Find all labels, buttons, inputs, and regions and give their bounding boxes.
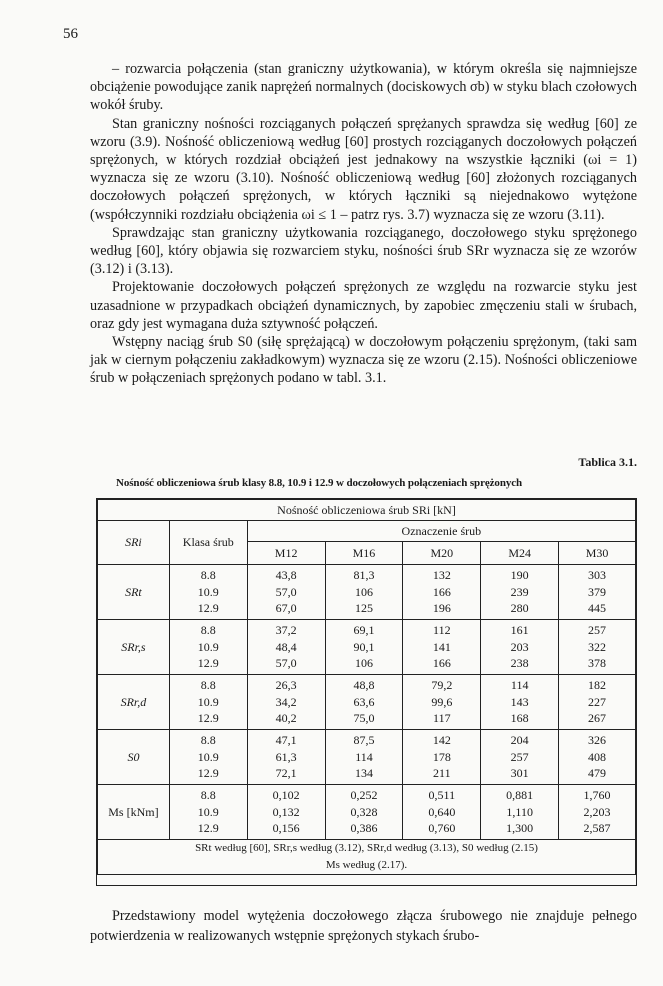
table-header-title: Nośność obliczeniowa śrub SRi [kN] [98, 500, 636, 521]
paragraph: Stan graniczny nośności rozciąganych połączeń sprężanych sprawdza się według [60] ze wzoru (3.9). Nośność obliczeniową według [60] prostych rozciąganych doczołowych połączeń sprężonych, w których rozdział obciążeń jest jednakowy na wszystkie łączniki (ωi = 1) wyznacza się ze wzoru (3.10). Nośność obliczeniową według [60] złożonych rozciąganych doczołowych połączeń sprężonych, w których łączniki są niejednakowo wytężone (współczynniki rozdziału obciążenia ωi ≤ 1 – patrz rys. 3.7) wyznacza się ze wzoru (3.11). [90, 115, 637, 223]
table-caption: Nośność obliczeniowa śrub klasy 8.8, 10.9 i 12.9 w doczołowych połączeniach sprężonych [116, 477, 523, 489]
paragraph: Przedstawiony model wytężenia doczołowego złącza śrubowego nie znajduje pełnego potwierdzenia w realizowanych wstępnie sprężonych stykach śrubo- [90, 908, 637, 944]
bolt-size-header: M24 [481, 542, 559, 565]
value-cell: 47,1 61,3 72,1 [247, 730, 325, 785]
value-cell: 303 379 445 [559, 565, 636, 620]
footnote-line: Ms według (2.17). [325, 859, 408, 871]
class-cell: 8.8 10.9 12.9 [169, 730, 247, 785]
value-cell: 37,2 48,4 57,0 [247, 620, 325, 675]
value-cell: 1,760 2,203 2,587 [559, 785, 636, 840]
paragraph: – rozwarcia połączenia (stan graniczny użytkowania), w którym określa się najmniejsze obciążenie powodujące zanik naprężeń normalnych (dociskowych σb) w styku blach czołowych wokół śruby. [90, 61, 637, 114]
value-cell: 132 166 196 [403, 565, 481, 620]
bolt-size-header: M30 [559, 542, 636, 565]
table-row [98, 620, 636, 675]
header-class: Klasa śrub [169, 521, 247, 565]
table-row [98, 565, 636, 620]
footnote-line: SRt według [60], SRr,s według (3.12), SRr,d według (3.13), S0 według (2.15) [195, 842, 538, 854]
group-label: SRr,s [98, 620, 170, 675]
value-cell: 87,5 114 134 [325, 730, 403, 785]
class-cell: 8.8 10.9 12.9 [169, 620, 247, 675]
body-text [90, 60, 637, 388]
value-cell: 114 143 168 [481, 675, 559, 730]
value-cell: 257 322 378 [559, 620, 636, 675]
paragraph: Sprawdzając stan graniczny użytkowania rozciąganego, doczołowego styku sprężonego według [60], który objawia się rozwarciem styku, nośności śrub SRr wyznacza się ze wzorów (3.12) i (3.13). [90, 224, 637, 278]
page-number: 56 [63, 26, 78, 42]
value-cell: 81,3 106 125 [325, 565, 403, 620]
value-cell: 204 257 301 [481, 730, 559, 785]
table-row [98, 730, 636, 785]
bolt-size-header: M16 [325, 542, 403, 565]
class-cell: 8.8 10.9 12.9 [169, 675, 247, 730]
value-cell: 0,881 1,110 1,300 [481, 785, 559, 840]
value-cell: 326 408 479 [559, 730, 636, 785]
value-cell: 48,8 63,6 75,0 [325, 675, 403, 730]
value-cell: 26,3 34,2 40,2 [247, 675, 325, 730]
group-label: Ms [kNm] [98, 785, 170, 840]
header-row-label: SRi [98, 521, 170, 565]
header-designation: Oznaczenie śrub [247, 521, 635, 542]
table-row [98, 675, 636, 730]
value-cell: 79,2 99,6 117 [403, 675, 481, 730]
group-label: SRt [98, 565, 170, 620]
bolt-size-header: M12 [247, 542, 325, 565]
table-row [98, 785, 636, 840]
value-cell: 112 141 166 [403, 620, 481, 675]
table-footnote [98, 840, 636, 875]
paragraph: Wstępny naciąg śrub S0 (siłę sprężającą) w doczołowym połączeniu sprężonym, (taki sam jak w ciernym połączeniu zakładkowym) wyznacza się ze wzoru (2.15). Nośności obliczeniowe śrub w połączeniach sprężonych podano w tabl. 3.1. [90, 334, 637, 387]
value-cell: 69,1 90,1 106 [325, 620, 403, 675]
class-cell: 8.8 10.9 12.9 [169, 565, 247, 620]
bolt-capacity-table [96, 498, 637, 886]
paragraph: Projektowanie doczołowych połączeń sprężonych ze względu na rozwarcie styku jest uzasadnione w przypadkach obciążeń dynamicznych, by zapobiec zmęczeniu stali w śrubach, oraz gdy jest wymagana duża sztywność połączeń. [90, 279, 637, 332]
value-cell: 182 227 267 [559, 675, 636, 730]
value-cell: 0,252 0,328 0,386 [325, 785, 403, 840]
value-cell: 142 178 211 [403, 730, 481, 785]
table-number: Tablica 3.1. [578, 455, 637, 469]
class-cell: 8.8 10.9 12.9 [169, 785, 247, 840]
bolt-size-header: M20 [403, 542, 481, 565]
value-cell: 0,102 0,132 0,156 [247, 785, 325, 840]
closing-text [90, 906, 637, 946]
value-cell: 161 203 238 [481, 620, 559, 675]
group-label: SRr,d [98, 675, 170, 730]
value-cell: 0,511 0,640 0,760 [403, 785, 481, 840]
value-cell: 190 239 280 [481, 565, 559, 620]
value-cell: 43,8 57,0 67,0 [247, 565, 325, 620]
group-label: S0 [98, 730, 170, 785]
